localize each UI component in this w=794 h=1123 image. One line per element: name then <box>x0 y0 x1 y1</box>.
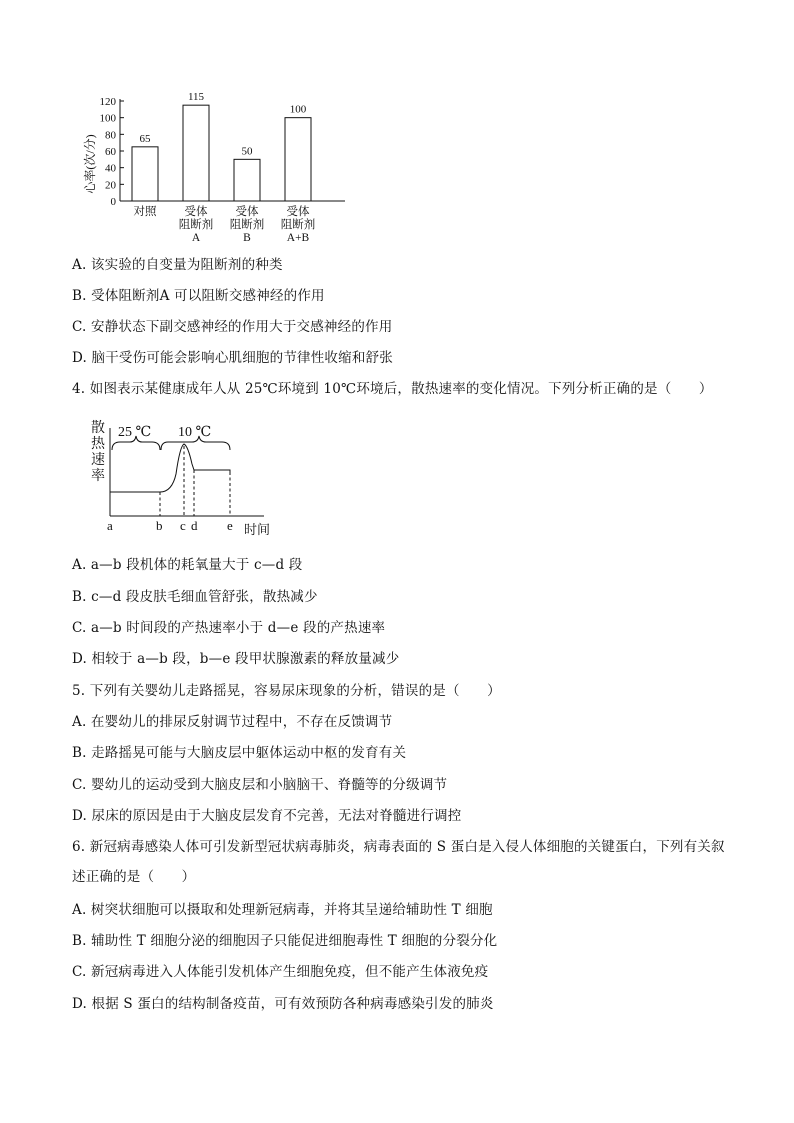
point-a: a <box>107 518 113 533</box>
diagram-ylabel-char: 散 <box>91 421 105 436</box>
y-tick-label: 100 <box>99 112 116 125</box>
label-10c: 10 ℃ <box>178 425 212 440</box>
q6-option-a: A. 树突状细胞可以摄取和处理新冠病毒，并将其呈递给辅助性 T 细胞 <box>72 902 493 918</box>
q5-stem: 5. 下列有关婴幼儿走路摇晃，容易尿床现象的分析，错误的是（ ） <box>72 683 501 699</box>
q4-option-b: B. c—d 段皮肤毛细血管舒张，散热减少 <box>72 589 318 605</box>
category-label: 阻断剂 <box>280 219 316 231</box>
point-b: b <box>156 518 163 533</box>
category-label: A <box>191 232 201 244</box>
category-label: 阻断剂 <box>229 219 265 231</box>
bar <box>234 159 260 201</box>
category-label: 受体 <box>286 206 310 218</box>
y-tick-label: 0 <box>110 196 116 208</box>
point-d: d <box>191 518 198 533</box>
q3-option-d: D. 脑干受伤可能会影响心肌细胞的节律性收缩和舒张 <box>72 350 393 366</box>
q5-option-a: A. 在婴幼儿的排尿反射调节过程中，不存在反馈调节 <box>72 714 393 730</box>
q5-option-d: D. 尿床的原因是由于大脑皮层发育不完善，无法对脊髓进行调控 <box>72 808 462 824</box>
bars-layer <box>100 91 346 244</box>
bar-value-label: 100 <box>289 103 307 116</box>
label-25c: 25 ℃ <box>118 425 152 440</box>
q6-option-d: D. 根据 S 蛋白的结构制备疫苗，可有效预防各种病毒感染引发的肺炎 <box>72 996 494 1012</box>
q4-stem: 4. 如图表示某健康成年人从 25℃环境到 10℃环境后，散热速率的变化情况。下列分析正确的是（ ） <box>72 381 713 397</box>
q5-option-b: B. 走路摇晃可能与大脑皮层中躯体运动中枢的发育有关 <box>72 745 407 761</box>
y-tick-label: 20 <box>105 179 116 192</box>
diagram-ylabel-char: 速 <box>91 453 105 468</box>
category-label: B <box>243 232 251 244</box>
bar <box>183 105 209 201</box>
heat-dissipation-diagram <box>84 414 284 540</box>
q6-option-b: B. 辅助性 T 细胞分泌的细胞因子只能促进细胞毒性 T 细胞的分裂分化 <box>72 933 498 949</box>
y-tick-label: 120 <box>99 96 116 108</box>
category-label: A+B <box>286 232 310 244</box>
heat-rate-curve <box>110 444 230 492</box>
y-axis-label: 心率(次/分) <box>83 134 97 194</box>
q3-option-a: A. 该实验的自变量为阻断剂的种类 <box>72 257 283 273</box>
category-label: 对照 <box>133 206 157 218</box>
category-label: 受体 <box>184 206 208 218</box>
category-label: 阻断剂 <box>178 219 214 231</box>
diagram-ylabel-char: 率 <box>91 469 105 484</box>
bar-value-label: 115 <box>187 91 205 104</box>
q3-option-b: B. 受体阻断剂A 可以阻断交感神经的作用 <box>72 288 325 304</box>
q3-option-c: C. 安静状态下副交感神经的作用大于交感神经的作用 <box>72 319 393 335</box>
y-tick-label: 40 <box>105 162 116 175</box>
diagram-ylabel-char: 热 <box>91 437 105 452</box>
q4-option-a: A. a—b 段机体的耗氧量大于 c—d 段 <box>72 557 303 573</box>
y-tick-label: 80 <box>105 129 116 142</box>
q4-option-c: C. a—b 时间段的产热速率小于 d—e 段的产热速率 <box>72 620 386 636</box>
category-label: 受体 <box>235 206 259 218</box>
q4-option-d: D. 相较于 a—b 段，b—e 段甲状腺激素的释放量减少 <box>72 651 400 667</box>
bar <box>285 118 311 201</box>
x-axis-label: 时间 <box>244 522 271 537</box>
q6-option-c: C. 新冠病毒进入人体能引发机体产生细胞免疫，但不能产生体液免疫 <box>72 964 489 980</box>
point-e: e <box>227 518 233 533</box>
q6-stem: 6. 新冠病毒感染人体可引发新型冠状病毒肺炎，病毒表面的 S 蛋白是入侵人体细胞的关键蛋白，下列有关叙述正确的是（ ） <box>72 839 725 885</box>
q5-option-c: C. 婴幼儿的运动受到大脑皮层和小脑脑干、脊髓等的分级调节 <box>72 777 448 793</box>
point-c: c <box>180 518 186 533</box>
bar-value-label: 65 <box>139 132 151 145</box>
heart-rate-bar-chart <box>78 64 368 254</box>
bar-value-label: 50 <box>241 145 253 158</box>
y-tick-label: 60 <box>105 146 116 158</box>
bar <box>132 147 158 201</box>
